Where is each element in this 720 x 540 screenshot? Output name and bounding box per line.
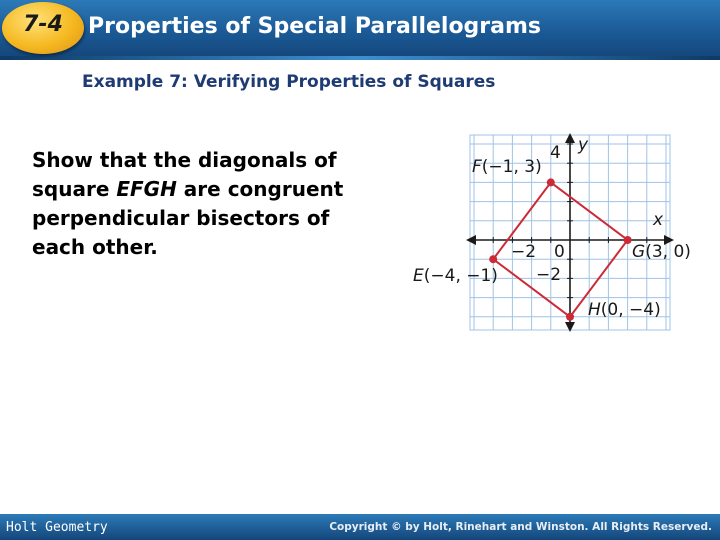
point-g-letter: G <box>632 242 646 262</box>
lesson-title: Properties of Special Parallelograms <box>88 14 542 39</box>
point-label-e <box>413 266 498 286</box>
point-h-letter: H <box>588 300 601 320</box>
x-axis-label: x <box>653 210 664 230</box>
point-label-f <box>472 157 542 177</box>
problem-line-2 <box>32 175 412 204</box>
point-e-coords: (−4, −1) <box>423 266 498 286</box>
point-g-coords: (3, 0) <box>645 242 691 262</box>
problem-statement <box>32 146 412 262</box>
point-f-coords: (−1, 3) <box>481 157 542 177</box>
footer-bar <box>0 514 720 540</box>
point-label-h <box>588 300 661 320</box>
point-label-g <box>632 242 691 262</box>
point-e-letter: E <box>413 266 424 286</box>
footer-copyright: Copyright © by Holt, Rinehart and Winston. All Rights Reserved. <box>329 521 712 533</box>
point-f-letter: F <box>472 157 482 177</box>
problem-line-1: Show that the diagonals of <box>32 148 337 172</box>
coordinate-graph <box>400 120 700 340</box>
header-stripe <box>0 56 720 60</box>
square-name: EFGH <box>116 177 177 201</box>
tick-label-x-neg2: −2 <box>511 242 537 262</box>
vertex-g <box>624 236 632 244</box>
footer-course: Holt Geometry <box>6 520 108 535</box>
vertex-f <box>547 178 555 186</box>
tick-label-y-neg2: −2 <box>536 265 562 285</box>
lesson-badge <box>2 2 84 54</box>
lesson-number: 7-4 <box>23 12 63 37</box>
problem-line-2-start: square <box>32 177 117 201</box>
example-title: Example 7: Verifying Properties of Squares <box>82 72 496 92</box>
vertex-e <box>489 255 497 263</box>
problem-line-4: each other. <box>32 235 158 259</box>
problem-line-3: perpendicular bisectors of <box>32 206 330 230</box>
problem-line-2-end: are congruent <box>176 177 344 201</box>
tick-label-origin: 0 <box>554 242 565 262</box>
y-axis-label: y <box>578 135 589 155</box>
tick-label-y-4: 4 <box>550 143 561 163</box>
point-h-coords: (0, −4) <box>600 300 661 320</box>
vertex-h <box>566 313 574 321</box>
